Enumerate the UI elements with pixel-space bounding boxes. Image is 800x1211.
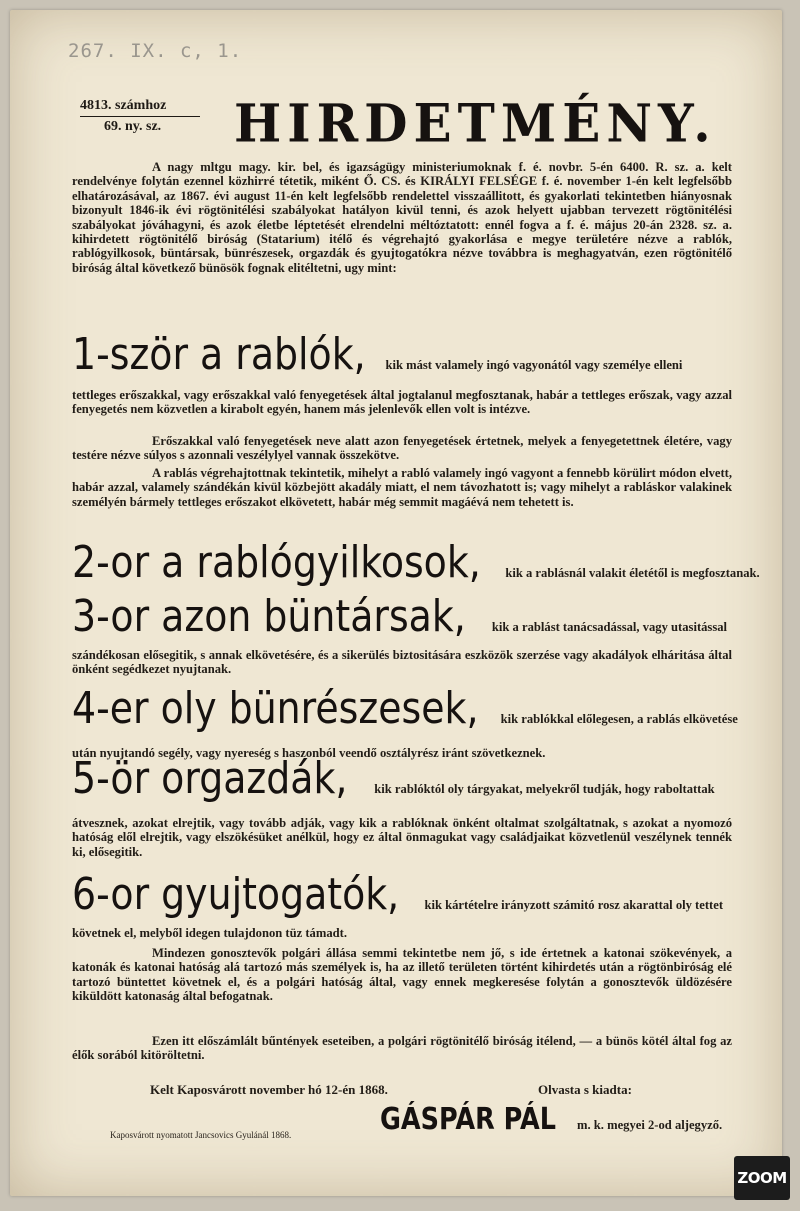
section-1-paragraph-3: A rablás végrehajtottnak tekintetik, mihelyt a rabló valamely ingó vagyont a fennebb körülirt módon elvett, habár azzal, valamely szándékán kivül közbejött akadály miatt, el nem távozhatott is; vagy mihelyt a rabláskor valakinek személyén bármely tettleges erőszakot elkövetett, habár még semmit magáévá nem tehetett is. [72, 466, 732, 509]
section-2-inline: kik a rablásnál valakit életétől is megfosztanak. [505, 565, 760, 580]
dated-line: Kelt Kaposvárott november hó 12-én 1868. [150, 1082, 388, 1097]
section-3-continuation: szándékosan elősegitik, s annak elkövetésére, és a sikerülés biztositására eszközök szerzése vagy akadályok elháritása által önként segédkezet nyujtanak. [72, 648, 732, 677]
section-6-inline: kik kártételre irányzott számitó rosz akarattal oly tettet [424, 897, 724, 912]
section-2-heading: 2-or a rablógyilkosok, [72, 537, 481, 588]
section-3-heading: 3-or azon büntársak, [72, 591, 466, 642]
paragraph-applicability: Mindezen gonosztevők polgári állása semmi tekintetbe nem jő, s ide értetnek a katonai szökevények, a katonák és katonai hatóság alá tartozó más személyek is, ha az illető területen történt kihirdetés után a rögtönbiróság elé tartozó büntettet követnek el, és a polgári hatóság által, vagy ennek megkeresése folytán a gonosztevők üldözésére kiküldött katonaság által befogatnak. [72, 946, 732, 1004]
intro-paragraph: A nagy mltgu magy. kir. bel, és igazságügy ministeriumoknak f. é. novbr. 5-én 6400. R. sz. a. kelt rendelvénye folytán ezennel közhirré tétetik, miként Ő. CS. és KIRÁLYI FELSÉGE f. é. november 1-én kelt legfelsőbb elhatározásával, az 1867. évi august 11-én kelt legfelsőbb rendelettel visszaállitott, és gyakorlati tekintetben hiányosnak bizonyult 1846-ik évi rögtönitélési szabályokat hatályon kivül tenni, és azok helyett ujabban tervezett rögtönitélési szabályokat jóváhagyni, és azok életbe léptetését elrendelni méltóztatott: ennél fogva a f. é. május 20-án 2328. sz. a. kihirdetett rögtönitélő biróság (Statarium) itélő és végrehajtó gyakorlása e megye területére nézve a rablók, rablógyilkosok, büntársak, bünrészesek, orgazdák és gyujtogatókra nézve továbbra is meghagyatván, ezen rögtönitélő biróság által következő bünösök fognak elitéltetni, ugy mint: [72, 160, 732, 275]
section-5-continuation: átvesznek, azokat elrejtik, vagy tovább adják, vagy kik a rablóknak önként oltalmat szolgáltatnak, s azokat a nyomozó hatóság elől elrejtik, vagy elszökésüket anélkül, hogy ez által önmagukat vagy családjaikat közvetlenül veszélynek tennék ki, elősegitik. [72, 816, 732, 859]
printer-imprint: Kaposvárott nyomatott Jancsovics Gyulánál 1868. [110, 1130, 292, 1140]
section-1-continuation: tettleges erőszakkal, vagy erőszakkal való fenyegetések által jogtalanul megfosztanak, habár a tettleges erőszak, vagy azzal fenyegetés nem közvetlen a kirabolt egyén, hanem más jelenlevők ellen volt is intézve. [72, 388, 732, 417]
section-3-inline: kik a rablást tanácsadással, vagy utasitással [491, 619, 728, 634]
section-1-heading: 1-ször a rablók, [72, 329, 366, 380]
section-1 [72, 329, 683, 380]
page-title: HIRDETMÉNY. [234, 92, 717, 154]
poster-sheet [10, 10, 782, 1196]
signature-block [380, 1102, 722, 1137]
signatory-role: m. k. megyei 2-od aljegyző. [577, 1118, 723, 1132]
section-1-paragraph-2: Erőszakkal való fenyegetések neve alatt azon fenyegetések értetnek, melyek a fenyegetettnek életére, vagy testére nézve súlyos s azonnali veszélylyel vannak összekötve. [72, 434, 732, 463]
section-3 [72, 591, 728, 642]
reference-line-2: 69. ny. sz. [104, 119, 162, 134]
section-6 [72, 869, 724, 920]
section-5-inline: kik rablóktól oly tárgyakat, melyekről tudják, hogy raboltattak [374, 781, 715, 796]
zoom-watermark-logo: ZOOM [734, 1156, 790, 1200]
section-4-heading: 4-er oly bünrészesek, [72, 683, 479, 734]
section-6-continuation: követnek el, melyből idegen tulajdonon tüz támadt. [72, 926, 347, 940]
section-4-inline: kik rablókkal előlegesen, a rablás elkövetése [500, 711, 738, 726]
section-5-heading: 5-ör orgazdák, [72, 753, 348, 804]
section-2 [72, 537, 782, 588]
paragraph-sentence: Ezen itt előszámlált bűntények eseteiben, a polgári rögtönitélő biróság itélend, — a bünös kötél által fog az élők sorából kitöröltetni. [72, 1034, 732, 1063]
reference-number [80, 98, 200, 135]
signatory-name: GÁSPÁR PÁL [380, 1102, 556, 1137]
read-by-line: Olvasta s kiadta: [538, 1082, 632, 1097]
section-4 [72, 683, 738, 734]
section-4-continuation: után nyujtandó segély, vagy nyereség s haszonból veendő osztályrész iránt szövetkeznek. [72, 746, 546, 760]
section-6-heading: 6-or gyujtogatók, [72, 869, 400, 920]
section-1-inline: kik mást valamely ingó vagyonától vagy személye elleni [385, 357, 683, 372]
reference-line-1: 4813. számhoz [80, 98, 200, 117]
pencil-archive-note: 267. IX. c, 1. [68, 40, 243, 62]
